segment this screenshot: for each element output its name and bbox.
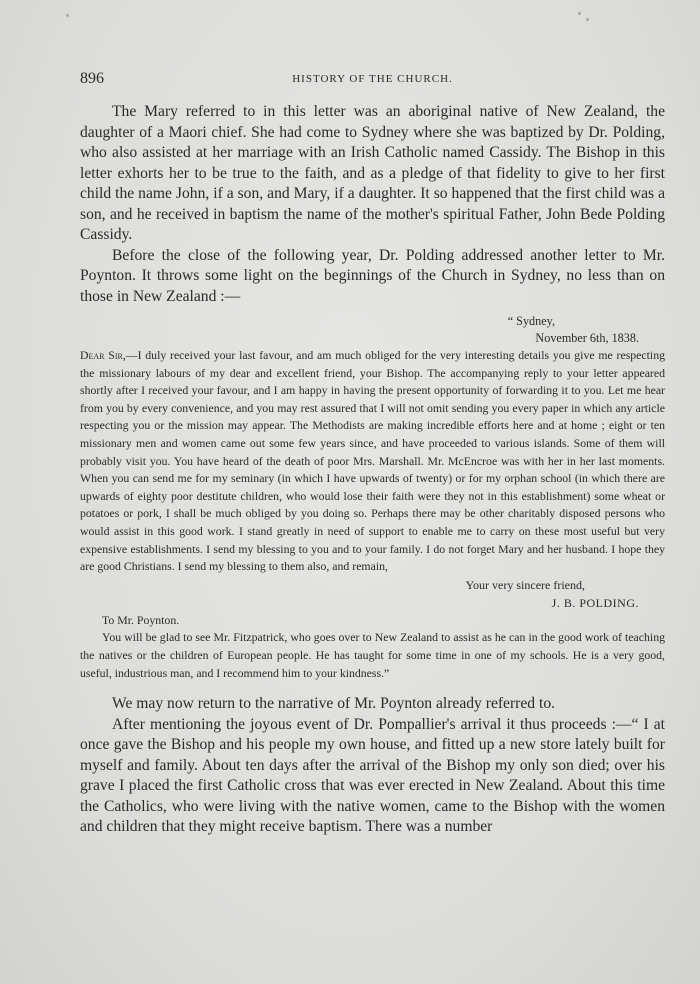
page-header — [80, 70, 665, 90]
letter-text: —I duly received your last favour, and am much obliged for the very interesting details you give me respecting the missionary labours of my dear and excellent friend, your Bishop. The accompanying reply to your letter appeared shortly after I received your favour, and I am happy in having the present opportunity of forwarding it to you. Let me hear from you by every convenience, and you may rest assured that I will not omit sending you every paper in which any article respecting you or the mission may appear. The Methodists are making incredible efforts here and at home ; eight or ten missionary men and women came out some few years since, and have proceeded to various islands. Some of them will probably visit you. You have heard of the death of poor Mrs. Marshall. Mr. McEncroe was with her in her last moments. When you can send me for my seminary (in which I have upwards of twenty) or for my orphan school (in which there are upwards of eighty poor destitute children, who would lose their faith were they not in this establishment) some wheat or potatoes or pork, I shall be much obliged by you doing so. Perhaps there may be other charitably disposed persons who would assist in this good work. I stand greatly in need of support to enable me to carry on these most useful but very expensive establishments. I send my blessing to you and to your family. I do not forget Mary and her husband. I hope they are good Christians. I send my blessing to them also, and remain, — [80, 348, 666, 574]
paragraph: The Mary referred to in this letter was an aboriginal native of New Zealand, the daughter of a Maori chief. She had come to Sydney where she was baptized by Dr. Polding, who also assisted at her marriage with an Irish Catholic named Cassidy. The Bishop in this letter exhorts her to be true to the faith, and as a pledge of that fidelity to give to her first child the name John, if a son, and Mary, if a daughter. It so happened that the first child was a son, and he received in baptism the name of the mother's spiritual Father, John Bede Polding Cassidy. — [80, 103, 665, 243]
letter-postscript: You will be glad to see Mr. Fitzpatrick, who goes over to New Zealand to assist as he can in the good work of teaching the natives or the children of European people. He has taught for some time in one of my schools. He is a very good, useful, industrious man, and I recommend him to your kindness.” — [80, 630, 665, 680]
paragraph: Before the close of the following year, Dr. Polding addressed another letter to Mr. Poynton. It throws some light on the beginnings of the Church in Sydney, no less than on those in New Zealand :— — [80, 246, 665, 305]
letter-addressee: To Mr. Poynton. — [102, 612, 180, 627]
letter-signature: J. B. POLDING. — [551, 595, 639, 610]
paper-speck — [578, 12, 581, 15]
paper-speck — [66, 14, 69, 17]
paper-speck — [586, 18, 589, 21]
running-head: HISTORY OF THE CHURCH. — [292, 73, 453, 85]
letter-closing: Your very sincere friend, — [465, 577, 585, 592]
letter-date: November 6th, 1838. — [535, 331, 639, 345]
letter-place: “ Sydney, — [507, 314, 555, 328]
page-body — [80, 102, 665, 838]
letter-body — [80, 347, 665, 576]
letter-dateline — [80, 313, 665, 347]
letter-salutation: Dear Sir, — [80, 348, 126, 362]
paragraph: After mentioning the joyous event of Dr. Pompallier's arrival it thus proceeds :—“ I at once gave the Bishop and his people my own house, and fitted up a new store lately built for myself and family. About ten days after the arrival of the Bishop my only son died; over his grave I placed the first Catholic cross that was ever erected in New Zealand. About this time the Catholics, who were living with the native women, came to the Bishop with the women and children that they might receive baptism. There was a number — [80, 715, 665, 836]
letter-signoff — [80, 576, 665, 612]
page-number: 896 — [80, 70, 104, 87]
paragraph: We may now return to the narrative of Mr. Poynton already referred to. — [112, 695, 556, 713]
